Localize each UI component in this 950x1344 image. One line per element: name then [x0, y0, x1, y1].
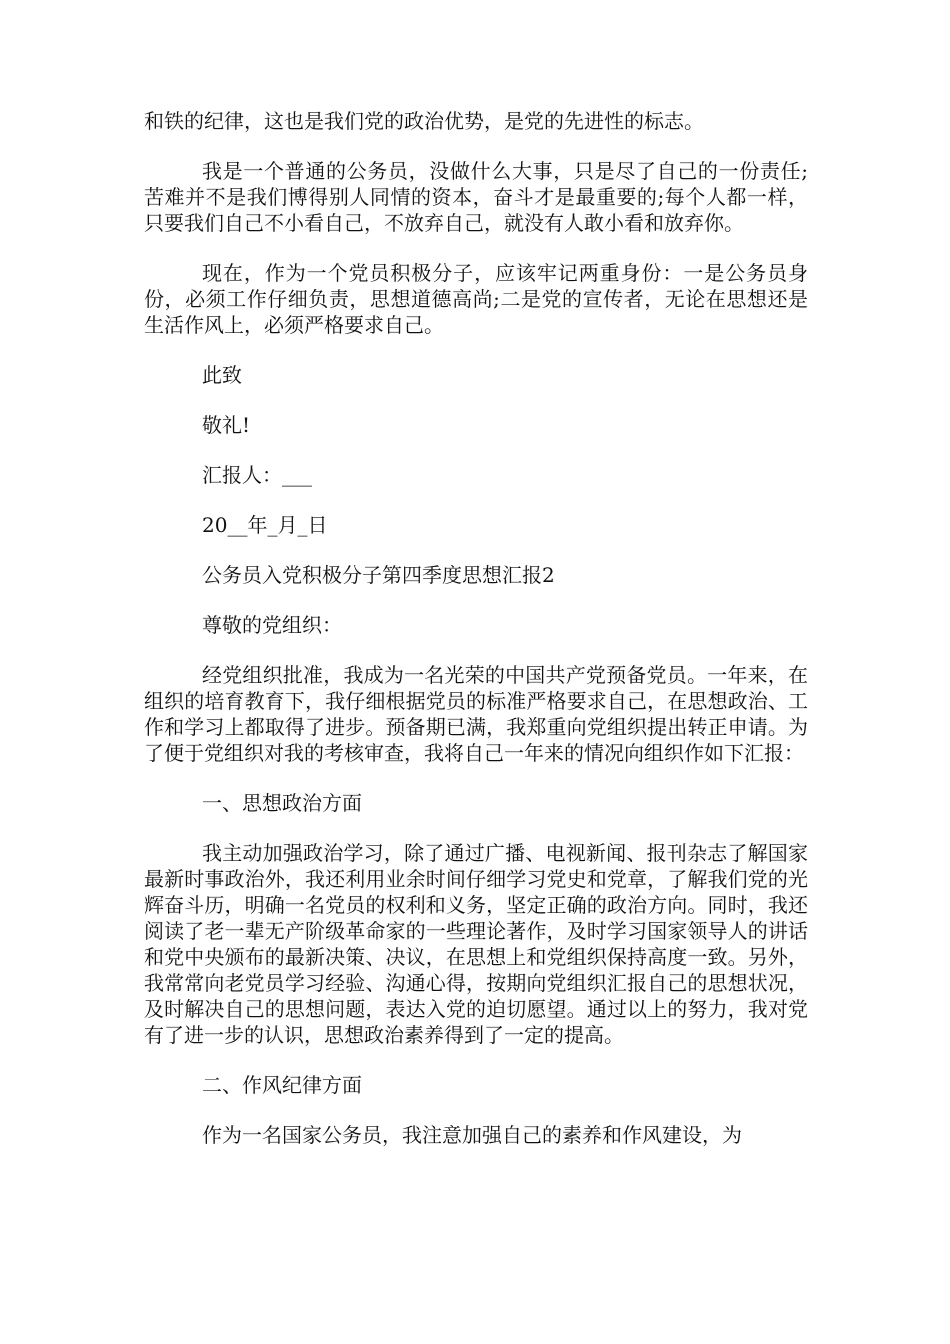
report-date: 20__年_月_日	[202, 513, 328, 537]
closing-salutation: 此致	[202, 363, 242, 387]
heading-work-style: 二、作风纪律方面	[202, 1073, 362, 1097]
paragraph-political-study: 我主动加强政治学习，除了通过广播、电视新闻、报刊杂志了解国家最新时事政治外，我还利用业余时间仔细学习党史和党章，了解我们党的光辉奋斗历，明确一名党员的权利和义务，坚定正确的政治方向。同时，我还阅读了老一辈无产阶级革命家的一些理论著作，及时学习国家领导人的讲话和党中央颁布的最新决策、决议，在思想上和党组织保持高度一致。另外，我常常向老党员学习经验、沟通心得，按期向党组织汇报自己的思想状况，及时解决自己的思想问题，表达入党的迫切愿望。通过以上的努力，我对党有了进一步的认识，思想政治素养得到了一定的提高。	[144, 841, 808, 1047]
paragraph-work-style: 作为一名国家公务员，我注意加强自己的素养和作风建设，为	[202, 1123, 742, 1147]
section-title: 公务员入党积极分子第四季度思想汇报2	[202, 563, 555, 587]
paragraph-continuation: 和铁的纪律，这也是我们党的政治优势，是党的先进性的标志。	[144, 109, 704, 133]
heading-ideological-politics: 一、思想政治方面	[202, 791, 362, 815]
paragraph-ordinary-civil-servant: 我是一个普通的公务员，没做什么大事，只是尽了自己的一份责任;苦难并不是我们博得别人同情的资本，奋斗才是最重要的;每个人都一样，只要我们自己不小看自己，不放弃自己，就没有人敢小看和放弃你。	[144, 159, 808, 235]
document-page	[144, 108, 808, 1148]
paragraph-dual-identity: 现在，作为一个党员积极分子，应该牢记两重身份：一是公务员身份，必须工作仔细负责，思想道德高尚;二是党的宣传者，无论在思想还是生活作风上，必须严格要求自己。	[144, 261, 808, 337]
greeting: 尊敬的党组织：	[202, 613, 342, 637]
closing-respect: 敬礼!	[202, 413, 251, 437]
reporter-signature: 汇报人：___	[202, 463, 312, 487]
paragraph-introduction: 经党组织批准，我成为一名光荣的中国共产党预备党员。一年来，在组织的培育教育下，我仔细根据党员的标准严格要求自己，在思想政治、工作和学习上都取得了进步。预备期已满，我郑重向党组织提出转正申请。为了便于党组织对我的考核审查，我将自己一年来的情况向组织作如下汇报：	[144, 663, 808, 765]
